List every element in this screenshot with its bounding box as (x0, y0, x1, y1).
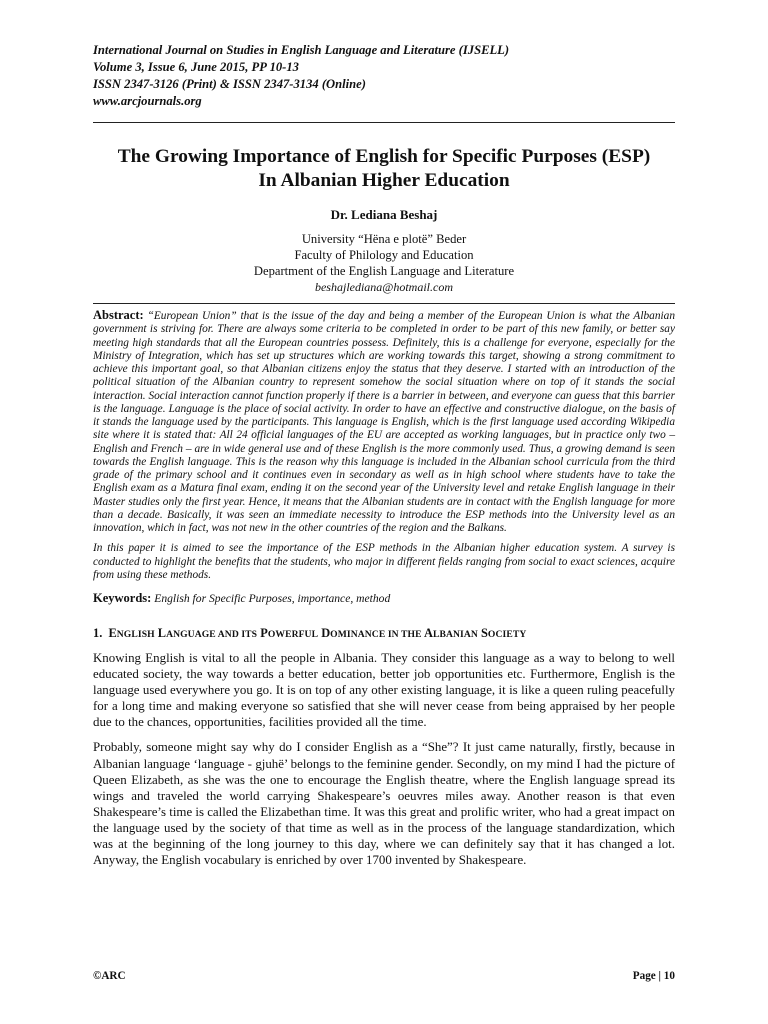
paper-title-line2: In Albanian Higher Education (258, 170, 510, 191)
author-email: beshajlediana@hotmail.com (314, 280, 454, 294)
body-paragraph: Probably, someone might say why do I consider English as a “She”? It just came naturally, firstly, because in Albanian language ‘language - gjuhë’ belongs to the feminine gender. Secondly, on my mind I had the picture of Queen Elizabeth, as she was the one to encourage the English theatre, where the English language spread its wings and traveled the world carrying Shakespeare’s oeuvres miles away. Another reason is that even Shakespeare’s time is called the Elizabethan time. It was this great and prolific writer, who had a great impact on the language used by the society of that time as well as in the process of the language standardization, which was at the beginning of the long journey to this day, where we can definitely say that it has changed a lot. Anyway, the English vocabulary is enriched by over 1700 invented by Shakespeare. (93, 740, 675, 868)
page-number: Page | 10 (632, 970, 675, 982)
body-paragraph: Knowing English is vital to all the people in Albania. They consider this language as a way to belong to well educated society, the way towards a better education, better job opportunities etc. Furthermore, English is the language used everywhere you go. It is on top of any other existing language, it is like a queen ruling peacefully for a long time and making everyone so satisfied that she will never cease from being appraised by her people due to the chances, opportunities, facilities provided all the time. (93, 651, 675, 730)
abstract-text-2: In this paper it is aimed to see the importance of the ESP methods in the Albanian higher education system. A survey is conducted to highlight the benefits that the students, who major in different fields ranging from social to exact sciences, acquire from using these methods. (93, 542, 675, 581)
page-footer (93, 970, 675, 982)
keywords (93, 591, 675, 606)
section-heading: 1. ENGLISH LANGUAGE AND ITS POWERFUL DOMINANCE IN THE ALBANIAN SOCIETY (93, 626, 527, 640)
journal-name: International Journal on Studies in English Language and Literature (IJSELL) (93, 43, 510, 57)
author-affiliation (93, 231, 675, 295)
paper-title (93, 145, 675, 193)
keywords-value: English for Specific Purposes, importance, method (154, 592, 391, 605)
author-university: University “Hëna e plotë” Beder (301, 232, 467, 246)
header-divider (93, 122, 675, 123)
footer-copyright: ©ARC (93, 970, 126, 982)
author-name: Dr. Lediana Beshaj (330, 207, 438, 222)
journal-volume: Volume 3, Issue 6, June 2015, PP 10-13 (93, 60, 299, 74)
author-faculty: Faculty of Philology and Education (294, 248, 474, 262)
abstract-divider (93, 303, 675, 304)
paper-page (93, 42, 675, 868)
author-department: Department of the English Language and Literature (253, 264, 515, 278)
journal-url: www.arcjournals.org (93, 94, 202, 108)
abstract-label: Abstract: (93, 308, 144, 322)
abstract-text: “European Union” that is the issue of the day and being a member of the European Union is what the Albanian government is striving for. There are always some criteria to be completed in order to be part of this new family, or better say meeting high standards that all the European countries possess. Definitely, this is a challenge for everyone, especially for the Ministry of Integration, which has set up structures which are working towards this target, showing a strong commitment to achieve this important goal, so that Albanian citizens enjoy the status that they deserve. I started with an introduction of the political situation of the Albanian country to represent somehow the social situation where on top of it stands the social interaction. Social interaction cannot function properly if there is a barrier in between, and everyone can guess that this barrier is the language. Language is the place of social activity. In order to have an effective and constructive dialogue, on the basis of it stands the language used by the participants. This language is English, which is the first language used according Wikipedia site where it is stated that: All 24 official languages of the EU are accepted as working languages, but in practice only two – English and French – are in wide general use and of these English is the more commonly used. Thus, a growing demand is seen towards the English language. This is the reason why this language is included in the Albanian school curricula from the third grade of the primary school and it continues even in secondary as well as in high school where students have to take the English exam as a Matura final exam, ending it on the second year of the University level and retake English language in their Master studies only the first year. Hence, it means that the Albanian students are in contact with the English language for more than a decade. Basically, it was seen an immediate necessity to introduce the ESP methods into the University level as an innovation, which in fact, was not new in the other countries of the region and the Balkans. (93, 310, 675, 534)
paper-title-line1: The Growing Importance of English for Specific Purposes (ESP) (117, 146, 651, 167)
keywords-label: Keywords: (93, 591, 152, 605)
abstract (93, 309, 675, 535)
journal-issn: ISSN 2347-3126 (Print) & ISSN 2347-3134 (Online) (93, 77, 366, 91)
